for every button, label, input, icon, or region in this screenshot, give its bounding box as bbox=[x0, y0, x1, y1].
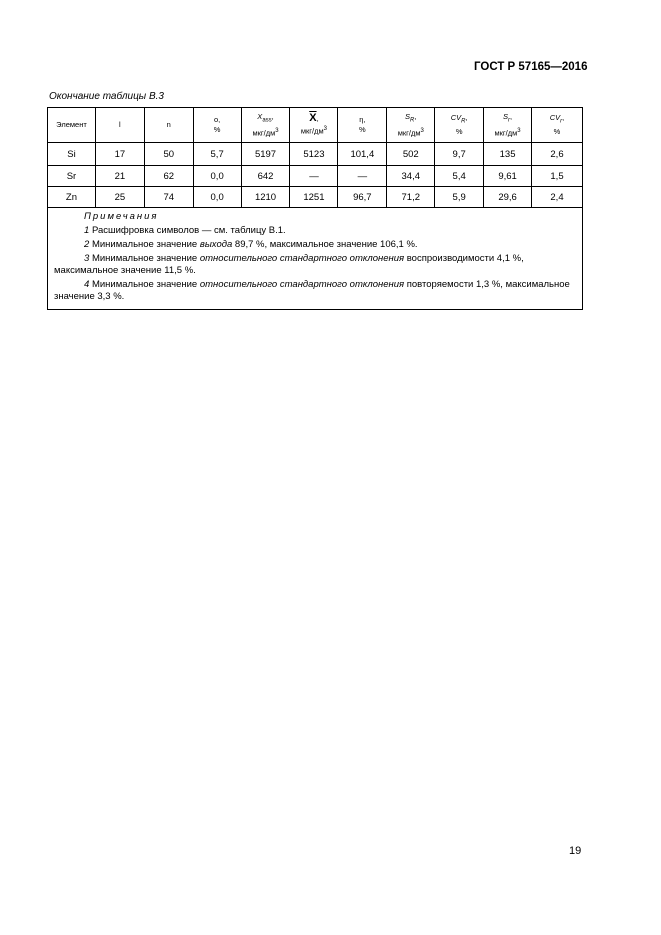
notes-cell bbox=[48, 208, 583, 310]
cell-cv-r-upper: 5,9 bbox=[435, 187, 484, 208]
header-o: o, % bbox=[193, 108, 241, 143]
cell-eta: 96,7 bbox=[338, 187, 387, 208]
cell-x-bar: — bbox=[290, 166, 338, 187]
cell-element: Sr bbox=[48, 166, 96, 187]
cell-element: Si bbox=[48, 143, 96, 166]
header-n: n bbox=[144, 108, 193, 143]
cell-cv-r-upper: 9,7 bbox=[435, 143, 484, 166]
cell-x-bar: 5123 bbox=[290, 143, 338, 166]
standard-number: ГОСТ Р 57165—2016 bbox=[474, 61, 588, 73]
note-4: 4 Минимальное значение относительного стандартного отклонения повторяемости 1,3 %, максимальное значение 3,3 %. bbox=[54, 279, 570, 302]
cell-cv-r-lower: 1,5 bbox=[532, 166, 583, 187]
notes-row bbox=[48, 208, 583, 310]
header-cv-r-upper: $CV_R$, % bbox=[435, 108, 484, 143]
header-l: l bbox=[95, 108, 144, 143]
table-row bbox=[48, 166, 583, 187]
header-s-r-upper: $S_R$, мкг/$дм^3$ bbox=[387, 108, 435, 143]
cell-cv-r-upper: 5,4 bbox=[435, 166, 484, 187]
cell-l: 21 bbox=[95, 166, 144, 187]
cell-l: 25 bbox=[95, 187, 144, 208]
cell-eta: — bbox=[338, 166, 387, 187]
header-s-r-lower: $S_r$, мкг/$дм^3$ bbox=[484, 108, 532, 143]
notes-title: Примечания bbox=[84, 211, 159, 222]
cell-n: 50 bbox=[144, 143, 193, 166]
cell-s-r-upper: 71,2 bbox=[387, 187, 435, 208]
header-x-ass: $X_{ass}$, мкг/$дм^3$ bbox=[241, 108, 290, 143]
header-cv-r-lower: $CV_r$, % bbox=[532, 108, 583, 143]
table-caption: Окончание таблицы В.3 bbox=[49, 91, 164, 102]
cell-o: 5,7 bbox=[193, 143, 241, 166]
cell-s-r-upper: 34,4 bbox=[387, 166, 435, 187]
cell-x-ass: 5197 bbox=[241, 143, 290, 166]
cell-o: 0,0 bbox=[193, 187, 241, 208]
cell-eta: 101,4 bbox=[338, 143, 387, 166]
cell-s-r-lower: 135 bbox=[484, 143, 532, 166]
note-1: 1 Расшифровка символов — см. таблицу В.1. bbox=[84, 225, 286, 236]
results-table bbox=[47, 107, 583, 310]
cell-n: 62 bbox=[144, 166, 193, 187]
cell-x-ass: 642 bbox=[241, 166, 290, 187]
cell-l: 17 bbox=[95, 143, 144, 166]
cell-x-bar: 1251 bbox=[290, 187, 338, 208]
note-3: 3 Минимальное значение относительного стандартного отклонения воспроизводимости 4,1 %, максимальное значение 11,5 %. bbox=[54, 253, 524, 276]
cell-s-r-lower: 9,61 bbox=[484, 166, 532, 187]
header-eta: η, % bbox=[338, 108, 387, 143]
cell-s-r-upper: 502 bbox=[387, 143, 435, 166]
cell-element: Zn bbox=[48, 187, 96, 208]
cell-cv-r-lower: 2,6 bbox=[532, 143, 583, 166]
cell-cv-r-lower: 2,4 bbox=[532, 187, 583, 208]
cell-s-r-lower: 29,6 bbox=[484, 187, 532, 208]
cell-n: 74 bbox=[144, 187, 193, 208]
table-row bbox=[48, 143, 583, 166]
table-row bbox=[48, 187, 583, 208]
cell-o: 0,0 bbox=[193, 166, 241, 187]
header-x-bar: $\overline{X}$, мкг/$дм^3$ bbox=[290, 108, 338, 143]
page-number: 19 bbox=[569, 845, 582, 857]
table-header-row bbox=[48, 108, 583, 143]
cell-x-ass: 1210 bbox=[241, 187, 290, 208]
header-element: Элемент bbox=[48, 108, 96, 143]
note-2: 2 Минимальное значение выхода 89,7 %, максимальное значение 106,1 %. bbox=[84, 239, 418, 250]
